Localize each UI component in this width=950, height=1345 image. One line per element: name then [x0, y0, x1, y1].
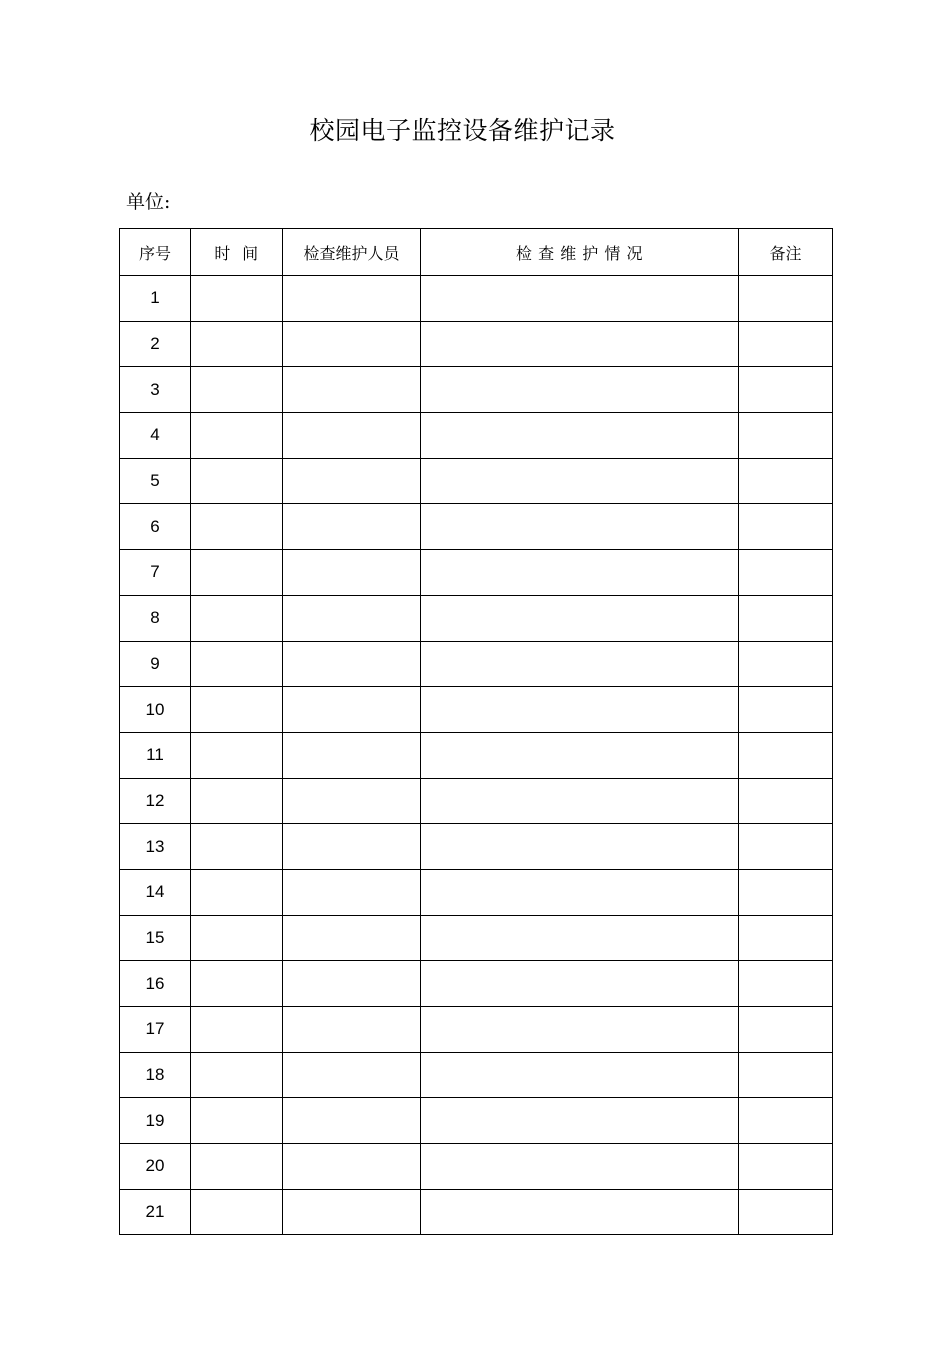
cell-serial: 14 [120, 869, 191, 915]
cell-time[interactable] [191, 1052, 283, 1098]
table-row [120, 778, 833, 824]
cell-serial: 6 [120, 504, 191, 550]
cell-details[interactable] [421, 458, 739, 504]
cell-remarks[interactable] [739, 824, 833, 870]
cell-time[interactable] [191, 732, 283, 778]
cell-details[interactable] [421, 504, 739, 550]
cell-inspector[interactable] [283, 458, 421, 504]
table-row [120, 595, 833, 641]
cell-remarks[interactable] [739, 1098, 833, 1144]
table-row [120, 824, 833, 870]
cell-time[interactable] [191, 641, 283, 687]
table-row [120, 321, 833, 367]
cell-details[interactable] [421, 869, 739, 915]
cell-inspector[interactable] [283, 961, 421, 1007]
table-row [120, 1007, 833, 1053]
cell-details[interactable] [421, 961, 739, 1007]
table-row [120, 1189, 833, 1235]
cell-time[interactable] [191, 367, 283, 413]
cell-details[interactable] [421, 732, 739, 778]
table-row [120, 1144, 833, 1190]
cell-serial: 7 [120, 550, 191, 596]
cell-inspector[interactable] [283, 1189, 421, 1235]
cell-details[interactable] [421, 915, 739, 961]
cell-inspector[interactable] [283, 824, 421, 870]
cell-serial: 18 [120, 1052, 191, 1098]
cell-remarks[interactable] [739, 778, 833, 824]
cell-details[interactable] [421, 595, 739, 641]
cell-remarks[interactable] [739, 276, 833, 322]
cell-remarks[interactable] [739, 321, 833, 367]
table-row [120, 641, 833, 687]
cell-inspector[interactable] [283, 1144, 421, 1190]
table-row [120, 1052, 833, 1098]
header-serial: 序号 [120, 229, 191, 276]
unit-label: 单位: [126, 191, 171, 213]
cell-time[interactable] [191, 869, 283, 915]
cell-remarks[interactable] [739, 550, 833, 596]
cell-time[interactable] [191, 1144, 283, 1190]
table-row [120, 869, 833, 915]
cell-serial: 5 [120, 458, 191, 504]
table-row [120, 687, 833, 733]
cell-details[interactable] [421, 641, 739, 687]
cell-details[interactable] [421, 276, 739, 322]
cell-inspector[interactable] [283, 550, 421, 596]
table-row [120, 413, 833, 459]
cell-serial: 17 [120, 1007, 191, 1053]
cell-serial: 3 [120, 367, 191, 413]
cell-time[interactable] [191, 504, 283, 550]
cell-serial: 11 [120, 732, 191, 778]
cell-serial: 10 [120, 687, 191, 733]
cell-inspector[interactable] [283, 732, 421, 778]
cell-remarks[interactable] [739, 595, 833, 641]
cell-time[interactable] [191, 1189, 283, 1235]
cell-details[interactable] [421, 367, 739, 413]
cell-serial: 16 [120, 961, 191, 1007]
cell-time[interactable] [191, 1007, 283, 1053]
table-row [120, 732, 833, 778]
cell-serial: 1 [120, 276, 191, 322]
cell-serial: 9 [120, 641, 191, 687]
cell-serial: 19 [120, 1098, 191, 1144]
cell-remarks[interactable] [739, 732, 833, 778]
cell-inspector[interactable] [283, 276, 421, 322]
table-row [120, 961, 833, 1007]
cell-time[interactable] [191, 1098, 283, 1144]
cell-time[interactable] [191, 321, 283, 367]
cell-remarks[interactable] [739, 961, 833, 1007]
cell-time[interactable] [191, 595, 283, 641]
cell-inspector[interactable] [283, 367, 421, 413]
table-row [120, 550, 833, 596]
header-time: 时 间 [191, 229, 283, 276]
cell-remarks[interactable] [739, 1007, 833, 1053]
cell-time[interactable] [191, 961, 283, 1007]
cell-serial: 8 [120, 595, 191, 641]
cell-serial: 21 [120, 1189, 191, 1235]
cell-inspector[interactable] [283, 915, 421, 961]
table-row [120, 367, 833, 413]
cell-inspector[interactable] [283, 687, 421, 733]
cell-remarks[interactable] [739, 641, 833, 687]
table-body [120, 276, 833, 1235]
cell-inspector[interactable] [283, 641, 421, 687]
cell-details[interactable] [421, 1052, 739, 1098]
cell-remarks[interactable] [739, 687, 833, 733]
cell-inspector[interactable] [283, 1098, 421, 1144]
cell-time[interactable] [191, 824, 283, 870]
cell-inspector[interactable] [283, 1052, 421, 1098]
cell-inspector[interactable] [283, 321, 421, 367]
cell-remarks[interactable] [739, 1144, 833, 1190]
cell-serial: 4 [120, 413, 191, 459]
cell-details[interactable] [421, 1144, 739, 1190]
header-remarks: 备注 [739, 229, 833, 276]
cell-time[interactable] [191, 276, 283, 322]
cell-serial: 2 [120, 321, 191, 367]
cell-time[interactable] [191, 778, 283, 824]
cell-remarks[interactable] [739, 915, 833, 961]
cell-details[interactable] [421, 1189, 739, 1235]
cell-details[interactable] [421, 687, 739, 733]
cell-serial: 13 [120, 824, 191, 870]
cell-remarks[interactable] [739, 367, 833, 413]
table-row [120, 915, 833, 961]
table-header-row [120, 229, 833, 276]
cell-details[interactable] [421, 321, 739, 367]
cell-inspector[interactable] [283, 1007, 421, 1053]
cell-time[interactable] [191, 458, 283, 504]
cell-inspector[interactable] [283, 869, 421, 915]
cell-time[interactable] [191, 413, 283, 459]
maintenance-log-table [119, 228, 833, 1235]
cell-details[interactable] [421, 1098, 739, 1144]
cell-details[interactable] [421, 413, 739, 459]
table-row [120, 504, 833, 550]
cell-inspector[interactable] [283, 504, 421, 550]
table-row [120, 458, 833, 504]
header-inspection-details: 检 查 维 护 情 况 [421, 229, 739, 276]
cell-details[interactable] [421, 1007, 739, 1053]
cell-serial: 15 [120, 915, 191, 961]
cell-details[interactable] [421, 550, 739, 596]
header-inspector: 检查维护人员 [283, 229, 421, 276]
cell-serial: 20 [120, 1144, 191, 1190]
cell-time[interactable] [191, 915, 283, 961]
cell-remarks[interactable] [739, 458, 833, 504]
cell-inspector[interactable] [283, 595, 421, 641]
cell-remarks[interactable] [739, 1189, 833, 1235]
cell-time[interactable] [191, 687, 283, 733]
table-row [120, 1098, 833, 1144]
document-title: 校园电子监控设备维护记录 [309, 116, 616, 145]
cell-remarks[interactable] [739, 1052, 833, 1098]
cell-details[interactable] [421, 824, 739, 870]
cell-remarks[interactable] [739, 413, 833, 459]
cell-details[interactable] [421, 778, 739, 824]
cell-inspector[interactable] [283, 778, 421, 824]
cell-inspector[interactable] [283, 413, 421, 459]
cell-serial: 12 [120, 778, 191, 824]
cell-remarks[interactable] [739, 869, 833, 915]
cell-time[interactable] [191, 550, 283, 596]
cell-remarks[interactable] [739, 504, 833, 550]
table-row [120, 276, 833, 322]
